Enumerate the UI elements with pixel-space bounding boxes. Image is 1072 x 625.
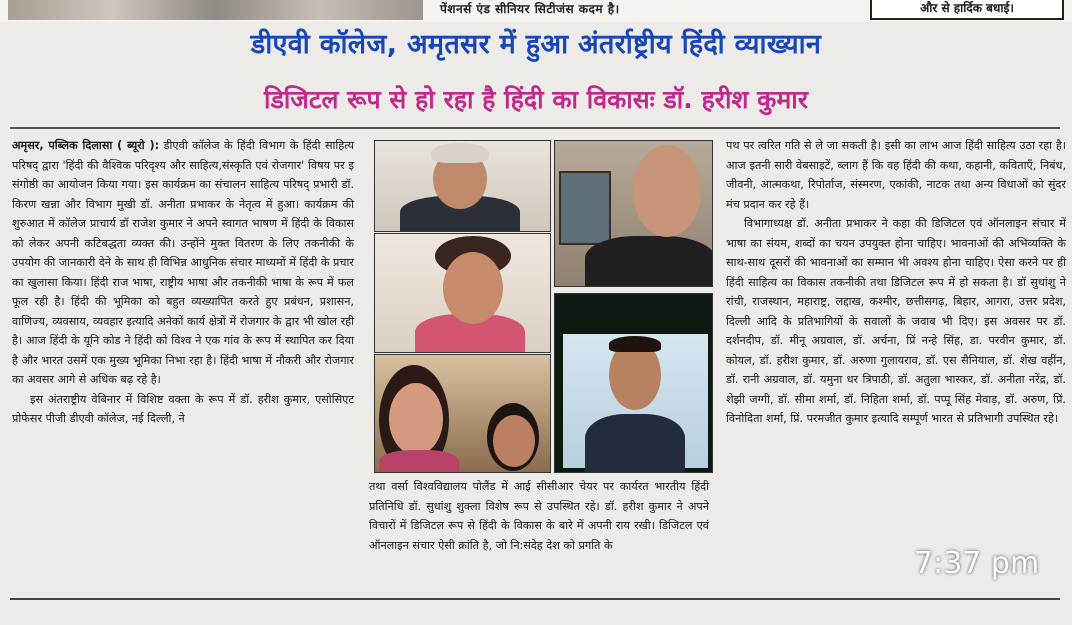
greeting-box: और से हार्दिक बधाई।: [870, 0, 1064, 20]
column-3-paragraph-2: विभागाध्यक्ष डॉ. अनीता प्रभाकर ने कहा की डिजिटल एवं ऑनलाइन संचार में भाषा का संयम, शब्दों का चयन उपयुक्त होना चाहिए। भावनाओं की अभिव्यक्ति के साथ-साथ दूसरों की भावनाओं का सम्मान भी अवश्य होना चाहिए। ऐसा करने पर ही हिंदी साहित्य का विकास तकनीकी तथा डिजिटल रूप में हो सकता है। डॉ सुधांशु ने रांची, राजस्थान, महाराष्ट्र, लद्दाख, कश्मीर, छत्तीसगढ़, बिहार, आगरा, उत्तर प्रदेश, दिल्ली आदि के प्रतिभागियों के सवालों के जवाब भी दिए। इस अवसर पर डॉ. दर्शनदीप, डॉ. मीनू अग्रवाल, डॉ. अर्चना, प्रिं नन्हे सिंह, डा. परवीन कुमार, डॉ. कोयल, डॉ. हरीश कुमार, डॉ. अरुणा गुलायराव, डॉ. एस सैनियाल, डॉ. शेख वहींन, डॉ. रानी अग्रवाल, डॉ. यमुना धर त्रिपाठी, डॉ. अतुला भास्कर, डॉ. अनीता नरेंद्र, डॉ. शेझी जग्गी, डॉ. सीमा शर्मा, डॉ. निहिता शर्मा, डॉ. पप्पू सिंह मेवाड़, डॉ. अरुण, प्रिं. विनोदिता शर्मा, प्रिं. परमजीत कुमार इत्यादि सम्पूर्ण भारत से प्रतिभागी उपस्थित रहे।: [726, 217, 1066, 425]
participant-photo-2: [554, 140, 713, 287]
column-1-paragraph-2: इस अंतराष्ट्रीय वेबिनार में विशिष्ट वक्ता के रूप में डॉ. हरीश कुमार, एसोसिएट प्रोफेसर पीजी डीएवी कॉलेज, नई दिल्ली, ने: [12, 392, 354, 425]
previous-article-snippet: पेंशनर्स एंड सीनियर सिटीजंस कदम है।: [440, 2, 620, 16]
column-3-paragraph-1: पथ पर त्वरित गति से ले जा सकती है। इसी का लाभ आज हिंदी साहित्य उठा रहा है। आज इतनी सारी वेबसाइटें, ब्लाग हैं कि वह हिंदी की कथा, कहानी, कविताएँ, निबंध, जीवनी, आत्मकथा, रिपोर्ताज, संस्मरण, एकांकी, नाटक तथा अन्य विधाओं को सुंदर मंच प्रदान कर रहे हैं।: [726, 139, 1066, 211]
column-1-paragraph-1: डीएवी कॉलेज के हिंदी विभाग के हिंदी साहित्य परिषद् द्वारा 'हिंदी की वैश्विक परिदृश्य और साहित्य,संस्कृति एवं रोजगार' विषय पर इ संगोष्ठी का आयोजन किया गया। इस कार्यक्रम का संचालन साहित्य परिषद् प्रभारी डॉ. किरण खन्ना और विभाग मुखी डॉ. अनीता प्रभाकर के नेतृत्व में हुआ। कार्यक्रम की शुरुआत में कॉलेज प्राचार्य डॉ राजेश कुमार ने अपने स्वागत भाषण में हिंदी के विकास को लेकर अपनी कटिबद्धता व्यक्त की। उन्होंने मुक्त वितरण के लिए तकनीकी के उपयोग की जानकारी देने के साथ ही विभिन्न आधुनिक संचार माध्यमों में हिंदी के प्रचार का खुलासा किया। हिंदी राज भाषा, राष्ट्रीय भाषा और तकनीकी भाषा के रूप में फल फूल रही है। हिंदी की भूमिका को बहुत व्यख्यापित करते हुए प्रबंधन, प्रशासन, वाणिज्य, व्यवसाय, व्यवहार इत्यादि अनेकों कार्य क्षेत्रों में रोजगार के द्वार भी खोल रही है। आज हिंदी के यूनि कोड ने हिंदी को विश्व ने एक गांव के रूप में स्थापित कर दिया है और भारत उसमें एक मुख्य भूमिका निभा रहा है। हिंदी भाषा में नौकरी और रोजगार का अवसर आगे से अधिक बढ़ रहे है।: [12, 139, 355, 386]
headline: डीएवी कॉलेज, अमृतसर में हुआ अंतर्राष्ट्रीय हिंदी व्याख्यान: [250, 29, 822, 60]
participant-photo-1: [374, 140, 551, 232]
header-rule: [10, 127, 1060, 129]
column-2-paragraph: तथा वर्सा विश्वविद्यालय पोलैंड में आई सीसीआर चेयर पर कार्यरत भारतीय हिंदी प्रतिनिधि डॉ. सुधांशु शुक्ला विशेष रूप से उपस्थित रहे। डॉ. हरीश कुमार ने अपने विचारों में डिजिटल रूप से हिंदी के विकास के बारे में अपनी राय रखी। डिजिटल एवं ऑनलाइन संचार ऐसी क्रांति है, जो नि:संदेह देश को प्रगति के: [369, 480, 709, 552]
dateline: अमृसर, पब्लिक दिलासा ( ब्यूरो ):: [12, 139, 160, 152]
participant-photo-3: [374, 233, 551, 353]
participant-photo-5: [374, 354, 551, 473]
bottom-rule: [10, 598, 1060, 600]
participant-photo-4: [554, 293, 713, 473]
photo-timestamp: 7:37 pm: [914, 546, 1040, 581]
article-column-2: [369, 477, 709, 555]
previous-article-photo: [8, 0, 423, 20]
article-column-1: [12, 136, 354, 429]
article-column-3: [726, 136, 1066, 429]
subheadline: डिजिटल रूप से हो रहा है हिंदी का विकासः डॉ. हरीश कुमार: [263, 85, 809, 114]
